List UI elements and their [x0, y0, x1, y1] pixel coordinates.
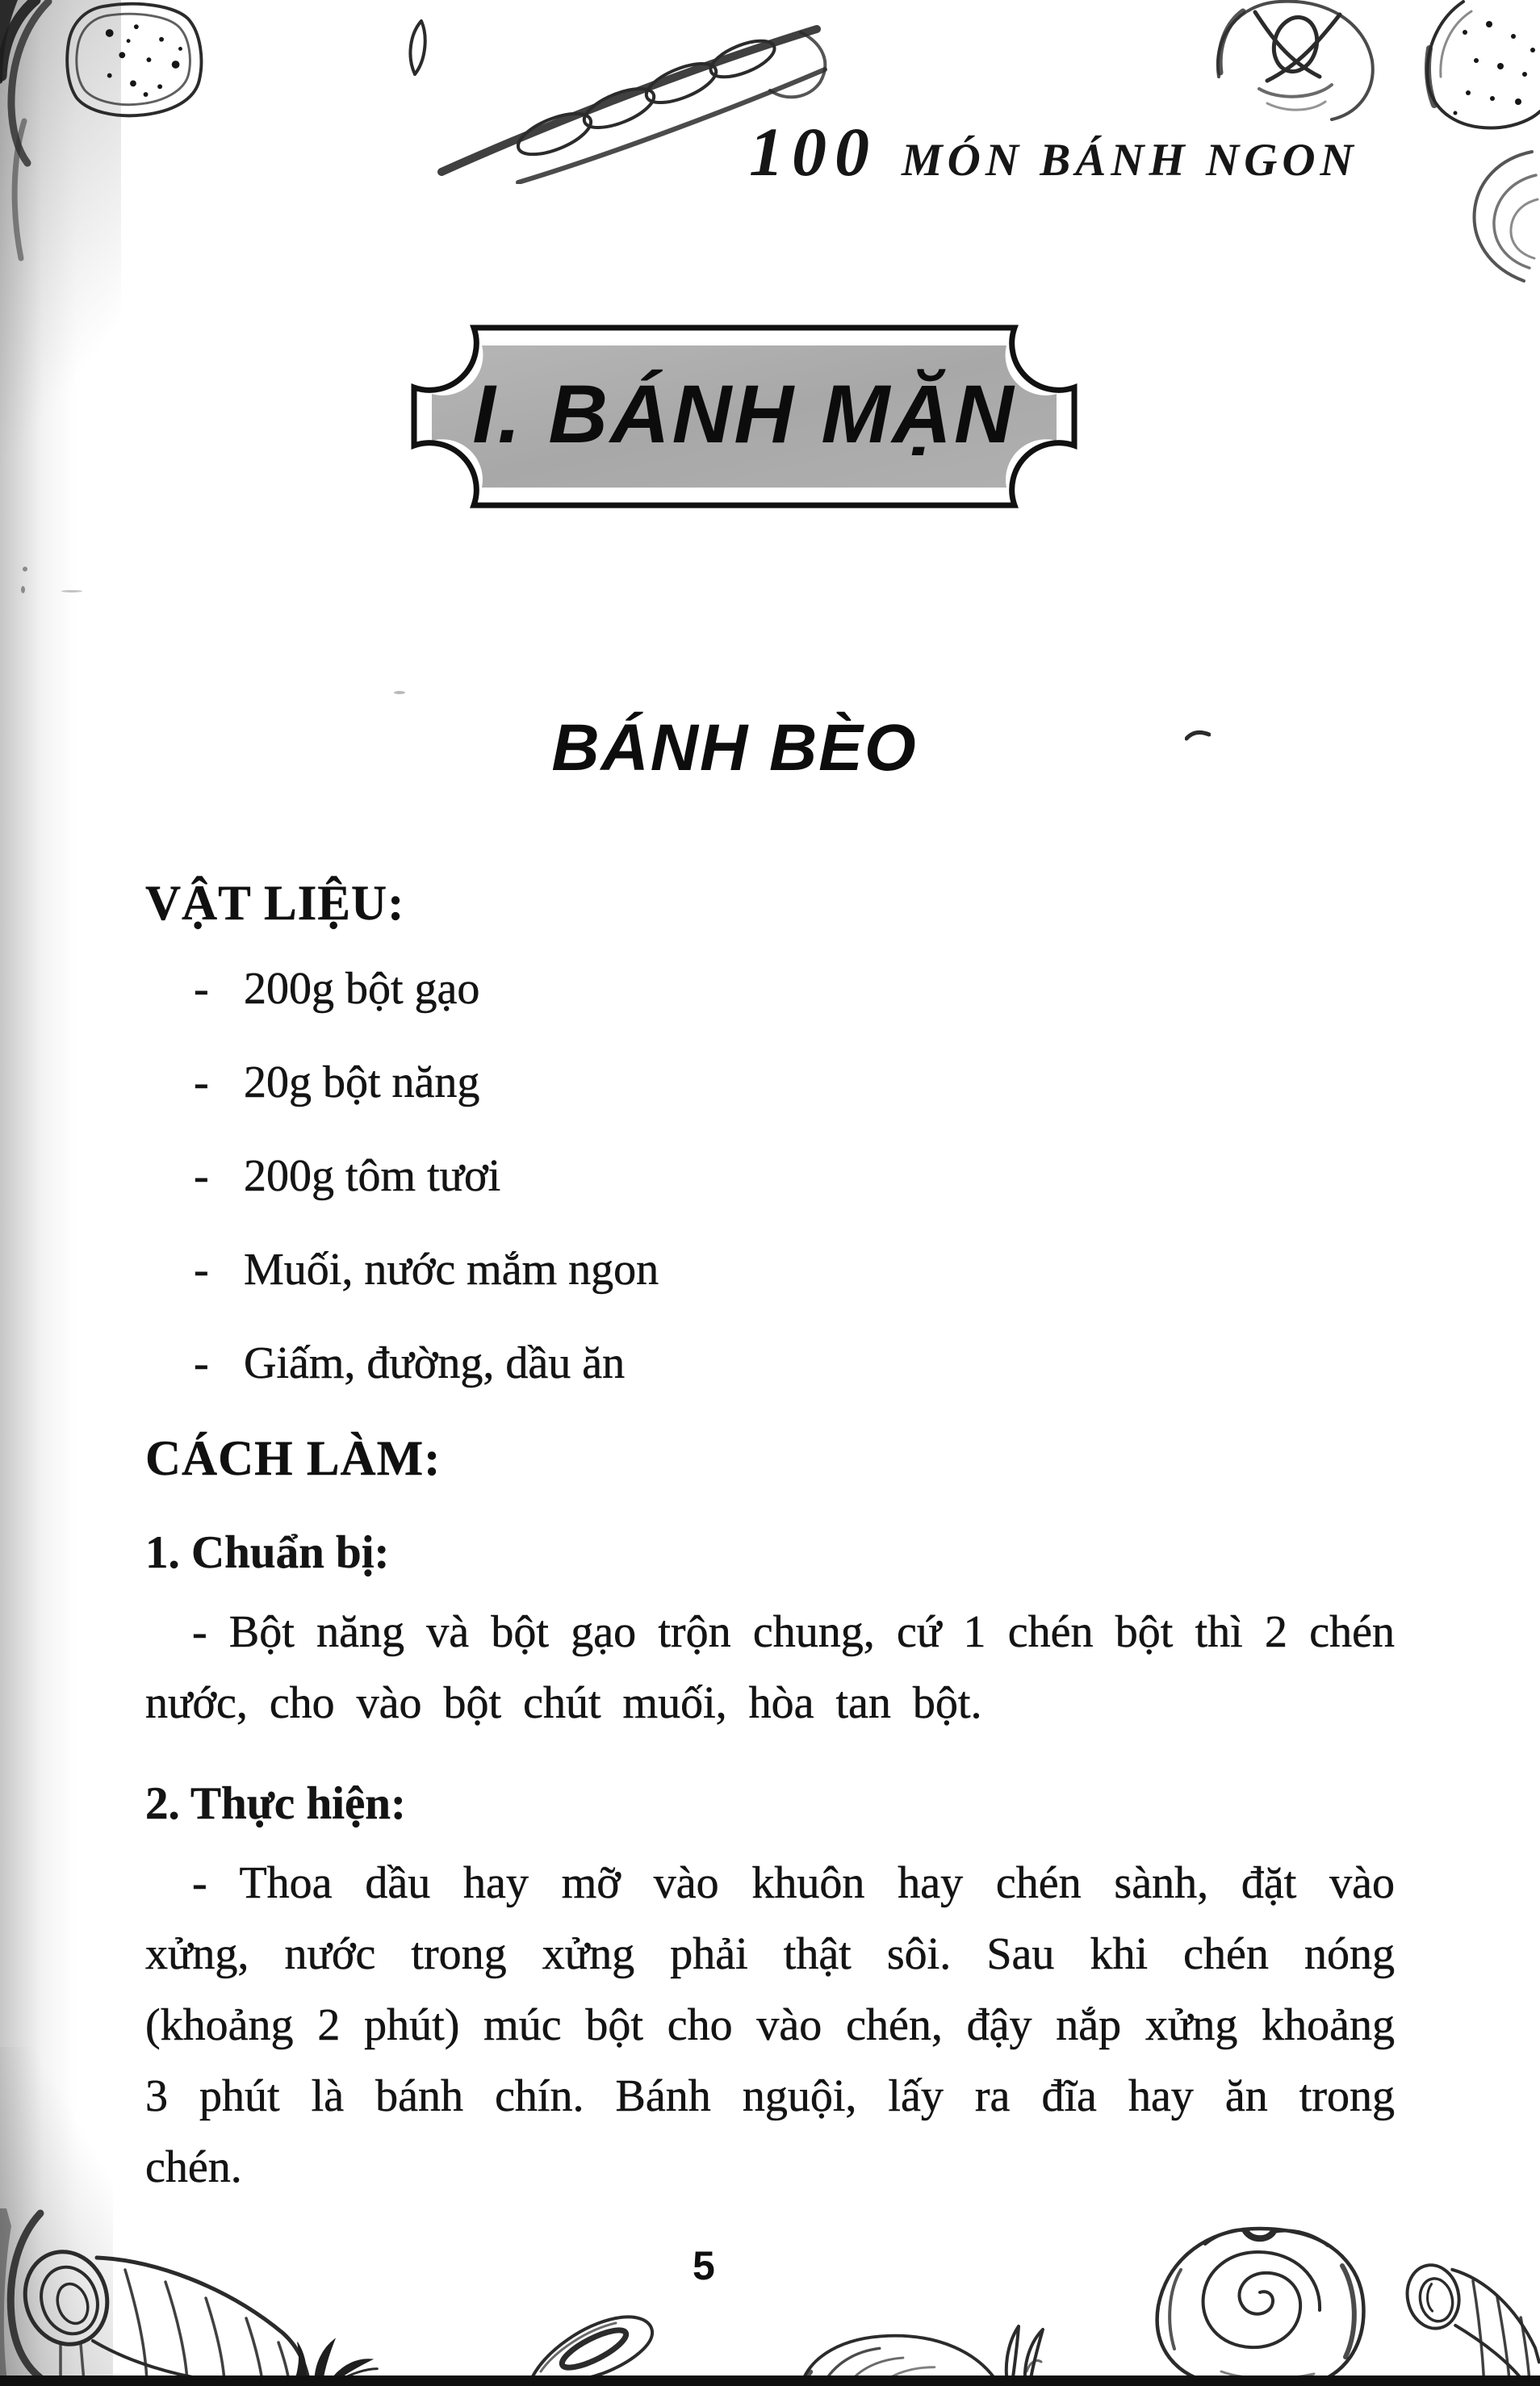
book-header-number: 100 — [749, 113, 877, 190]
ingredient-text: 20g bột năng — [244, 1057, 480, 1107]
list-item — [145, 963, 1395, 1015]
section-banner — [401, 315, 1087, 518]
page-number: 5 — [693, 2243, 715, 2288]
scan-speck — [21, 586, 25, 593]
list-item — [145, 1337, 1395, 1389]
ingredients-list — [145, 963, 1395, 1389]
step-text: - Thoa dầu hay mỡ vào khuôn hay chén sành, đặt vào xửng, nước trong xửng phải thật sôi. Sau khi chén nóng (khoảng 2 phút) múc bột cho vào chén, đậy nắp xửng khoảng 3 phút là bánh chín. Bánh nguội, lấy ra đĩa hay ăn trong chén. — [145, 1858, 1395, 2192]
bullet-dash: - — [194, 964, 209, 1014]
scan-speck — [394, 691, 405, 694]
method-heading: CÁCH LÀM: — [145, 1432, 441, 1486]
ingredient-text: 200g bột gạo — [244, 964, 480, 1014]
step-label: 1. Chuẩn bị: — [145, 1527, 390, 1578]
ingredient-text: Muối, nước mắm ngon — [244, 1245, 659, 1295]
ingredients-heading: VẬT LIỆU: — [145, 877, 405, 931]
step-label: 2. Thực hiện: — [145, 1778, 406, 1829]
book-header — [749, 111, 1358, 192]
book-header-title: MÓN BÁNH NGON — [902, 135, 1358, 186]
shell-pastry-illustration — [1463, 147, 1540, 288]
recipe-body — [145, 876, 1395, 2203]
bread-slice-illustration — [61, 0, 234, 126]
list-item — [145, 1150, 1395, 1202]
page-bottom-edge — [0, 2376, 1540, 2386]
pretzel-bun-illustration — [1211, 0, 1380, 121]
scan-speck — [61, 590, 82, 592]
binding-edge-top-illustration — [0, 0, 56, 323]
scan-speck — [23, 567, 27, 571]
croissant-horn-illustration — [16, 2237, 315, 2383]
seeded-loaf-illustration — [1415, 0, 1540, 137]
bullet-dash: - — [194, 1245, 209, 1295]
ingredient-text: 200g tôm tươi — [244, 1151, 501, 1201]
bullet-dash: - — [194, 1057, 209, 1107]
croissant-cone-illustration — [1399, 2258, 1540, 2386]
list-item — [145, 1244, 1395, 1296]
step-text: - Bột năng và bột gạo trộn chung, cứ 1 chén bột thì 2 chén nước, cho vào bột chút muối, hòa tan bột. — [145, 1607, 1395, 1728]
stray-mark — [1185, 729, 1211, 742]
section-banner-label: I. BÁNH MẶN — [472, 367, 1016, 460]
bullet-dash: - — [194, 1151, 209, 1201]
recipe-title: BÁNH BÈO — [551, 711, 918, 785]
bullet-dash: - — [194, 1338, 209, 1388]
cinnamon-roll-illustration — [1124, 2221, 1379, 2386]
ingredient-text: Giấm, đường, dầu ăn — [244, 1338, 626, 1388]
list-item — [145, 1057, 1395, 1108]
